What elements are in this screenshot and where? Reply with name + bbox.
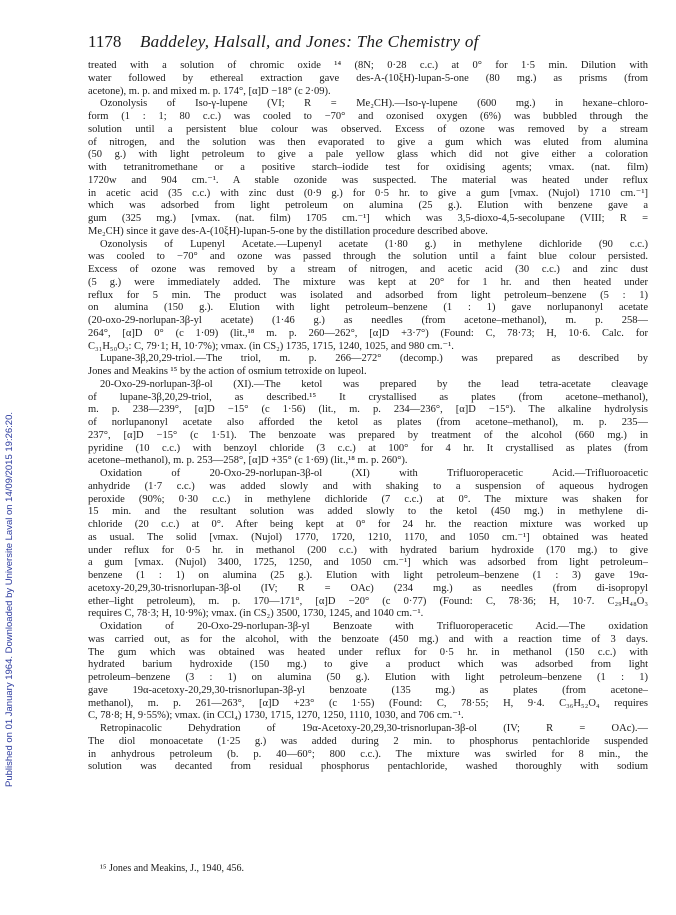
text-line: benzene (1 : 1) on alumina (25 g.). Elution with light petroleum–benzene (1 : 3) gave 19α- <box>88 570 648 581</box>
footnote: ¹⁵ Jones and Meakins, J., 1940, 456. <box>100 863 244 874</box>
text-line: The gum which was obtained was heated under reflux for 0·5 hr. in methanol (150 c.c.) with <box>88 646 648 658</box>
text-line: C₃₁H₅₀O₃: C, 79·1; H, 10·7%); νmax. (in CS₂) 1735, 1715, 1240, 1025, and 980 cm.⁻¹. <box>88 340 454 352</box>
text-line: treated with a solution of chromic oxide ¹⁴ (8N; 0·28 c.c.) at 0° for 1·5 min. Dilution with <box>88 60 648 71</box>
text-line: acetoxy-20,29,30-trisnorlupan-3β-ol (IV; R = OAc) (234 mg.) as needles (from di-isopropyl <box>88 582 648 594</box>
text-line: Me₂CH) since it gave des-A-(10ξH)-lupan-5-one by the distillation procedure described above. <box>88 225 488 237</box>
text-line: (50 g.) with light petroleum to give a pale yellow glass which did not give either a coloration <box>88 149 648 161</box>
text-line: requires C, 78·3; H, 10·9%); νmax. (in CS₂) 3500, 1730, 1245, and 1040 cm.⁻¹. <box>88 608 424 620</box>
text-line: ether–light petroleum), m. p. 170—171°, [α]D −20° (c 0·77) (Found: C, 78·36; H, 10·7. C₂₉H₄₈O₃ <box>88 595 648 607</box>
text-line: acetone), m. p. and mixed m. p. 174°, [α]D −18° (c 2·09). <box>88 85 331 97</box>
text-line: peroxide (90%; 0·30 c.c.) in methylene dichloride (7 c.c.) at 0°. The mixture was shaken for <box>88 493 648 505</box>
text-line: Oxidation of 20-Oxo-29-norlupan-3β-ol (XI) with Trifluoroperacetic Acid.—Trifluoroacetic <box>100 468 648 479</box>
text-line: gave 19α-acetoxy-20,29,30-trisnorlupan-3β-yl benzoate (135 mg.) as plates (from acetone– <box>88 684 648 696</box>
text-line: gum (325 mg.) [νmax. (nat. film) 1705 cm.⁻¹] which was 3,5-dioxo-4,5-secolupane (VIII; R = <box>88 213 648 224</box>
text-line: 264°, [α]D 0° (c 1·09) (lit.,¹⁸ m. p. 260—262°, [α]D +3·7°) (Found: C, 78·73; H, 10·6. Calc. for <box>88 327 648 339</box>
text-line: in anhydrous petroleum (b. p. 40—60°; 800 c.c.). The mixture was swirled for 8 min., the <box>88 748 648 760</box>
text-line: Ozonolysis of Iso-γ-lupene (VI; R = Me₂CH).—Iso-γ-lupene (600 mg.) in hexane–chloro- <box>100 98 648 110</box>
text-line: Retropinacolic Dehydration of 19α-Acetoxy-20,29,30-trisnorlupan-3β-ol (IV; R = OAc).— <box>100 723 648 734</box>
text-line: of norlupanonyl acetate also afforded the ketol as plates (from acetone–methanol), m. p. 235— <box>88 417 648 428</box>
text-line: of nitrogen, and the solution was then evaporated to give a gum which was eluted from alumina <box>88 136 648 148</box>
text-line: methanol), m. p. 261—263°, [α]D +23° (c 1·55) (Found: C, 78·55; H, 9·4. C₃₆H₅₂O₄ requires <box>88 697 648 709</box>
text-line: Lupane-3β,20,29-triol.—The triol, m. p. 266—272° (decomp.) was prepared as described by <box>100 353 648 365</box>
text-line: reflux for 5 min. The product was isolated and adsorbed from light petroleum–benzene (5 : 1) <box>88 289 648 301</box>
text-line: water followed by ethereal extraction gave des-A-(10ξH)-lupan-5-one (80 mg.) as prisms (from <box>88 72 648 84</box>
text-line: (5 g.) were immediately added. The mixture was kept at 20° for 1 hr. and then heated under <box>88 276 648 288</box>
text-line: The diol monoacetate (1·25 g.) was added during 2 min. to phosphorus pentachloride suspended <box>88 735 648 747</box>
text-line: of lupane-3β,20,29-triol, as described.¹⁵ It crystallised as plates (from acetone–methanol), <box>88 391 648 403</box>
text-line: 1720w and 904 cm.⁻¹. A stable ozonide was suspected. The material was heated under reflux <box>88 174 648 186</box>
text-line: 15 min. and the resultant solution was added slowly to the ketol (450 mg.) in methylene di- <box>88 506 648 518</box>
text-line: pyridine (10 c.c.) with benzoyl chloride (3 c.c.) at 100° for 4 hr. It crystallised as plates (from <box>88 442 648 454</box>
text-line: chloride (20 c.c.) at 0°. After being kept at 0° for 24 hr. the reaction mixture was worked up <box>88 519 648 530</box>
text-line: in acetic acid (35 c.c.) with zinc dust (0·9 g.) for 0·5 hr. to give a gum [νmax. (Nujol) 1710 cm.⁻¹] <box>88 187 648 199</box>
text-line: C, 78·8; H, 9·55%); νmax. (in CCl₄) 1730, 1715, 1270, 1250, 1110, 1030, and 706 cm.⁻¹. <box>88 710 464 722</box>
text-line: Oxidation of 20-Oxo-29-norlupan-3β-yl Benzoate with Trifluoroperacetic Acid.—The oxidation <box>100 621 648 632</box>
text-line: form (1 : 1; 80 c.c.) was cooled to −70° and ozonised oxygen (6%) was bubbled through the <box>88 111 648 122</box>
running-header <box>88 32 648 56</box>
text-line: Excess of ozone was removed by a stream of nitrogen, and acetic acid (30 c.c.) and zinc dust <box>88 264 648 275</box>
text-line: Ozonolysis of Lupenyl Acetate.—Lupenyl acetate (1·80 g.) in methylene dichloride (90 c.c.) <box>100 238 648 250</box>
text-line: hydrated barium hydroxide (150 mg.) to give a product which was adsorbed from light <box>88 659 648 671</box>
text-line: Jones and Meakins ¹⁵ by the action of osmium tetroxide on lupeol. <box>88 366 367 377</box>
text-line: was carried out, as for the alcohol, with the benzoate (450 mg.) and with a reaction time of 3 days. <box>88 633 648 645</box>
text-line: on alumina (150 g.). Elution with light petroleum–benzene (1 : 1) gave norlupanonyl acetate <box>88 302 648 314</box>
text-line: anhydride (1·7 c.c.) was added slowly and with shaking to a suspension of aqueous hydrogen <box>88 480 648 492</box>
text-line: solution was decanted from residual phosphorus pentachloride, washed thoroughly with sodium <box>88 761 648 773</box>
text-line: was cooled to −70° and ozone was passed through the solution until a faint blue colour persisted. <box>88 251 648 263</box>
text-line: 237°, [α]D −15° (c 1·51). The benzoate was prepared by treatment of the alcohol (660 mg.) in <box>88 429 648 441</box>
download-stamp <box>2 150 16 790</box>
download-stamp-text: Published on 01 January 1964. Downloaded by Universite Laval on 14/09/2015 19:26:20. <box>4 412 15 787</box>
text-line: acetone–methanol), m. p. 253—258°, [α]D +35° (c 1·69) (lit.,¹⁸ m. p. 260°). <box>88 455 408 467</box>
text-line: petroleum–benzene (3 : 1) on alumina (50 g.). Elution with light petroleum–benzene (1 : 1) <box>88 672 648 683</box>
text-line: a gum [νmax. (Nujol) 3400, 1725, 1250, and 1050 cm.⁻¹] which was adsorbed from light petroleum– <box>88 557 648 569</box>
text-line: under reflux for 0·5 hr. in methanol (200 c.c.) with hydrated barium hydroxide (170 mg.) to give <box>88 544 648 556</box>
text-line: as usual. The solid [νmax. (Nujol) 1770, 1720, 1210, 1170, and 1050 cm.⁻¹] obtained was heated <box>88 531 648 543</box>
article-body <box>88 60 648 774</box>
text-line: (20-oxo-29-norlupan-3β-yl acetate) (1·46 g.) as needles (from acetone–methanol), m. p. 258— <box>88 315 648 326</box>
text-line: with tetranitromethane or a positive starch–iodide test for oxidising agents; νmax. (nat. film) <box>88 162 648 173</box>
page-number: 1178 <box>88 32 122 51</box>
text-line: m. p. 238—239°, [α]D −15° (c 1·56) (lit., m. p. 234—236°, [α]D −15°). The alkaline hydrolysis <box>88 404 648 416</box>
running-title: Baddeley, Halsall, and Jones: The Chemistry of <box>140 32 479 51</box>
text-line: solution until a persistent blue colour was observed. Excess of ozone was removed by a stream <box>88 123 648 135</box>
text-line: 20-Oxo-29-norlupan-3β-ol (XI).—The ketol was prepared by the lead tetra-acetate cleavage <box>100 378 648 390</box>
text-line: which was adsorbed from light petroleum on alumina (25 g.). Elution with benzene gave a <box>88 200 648 212</box>
